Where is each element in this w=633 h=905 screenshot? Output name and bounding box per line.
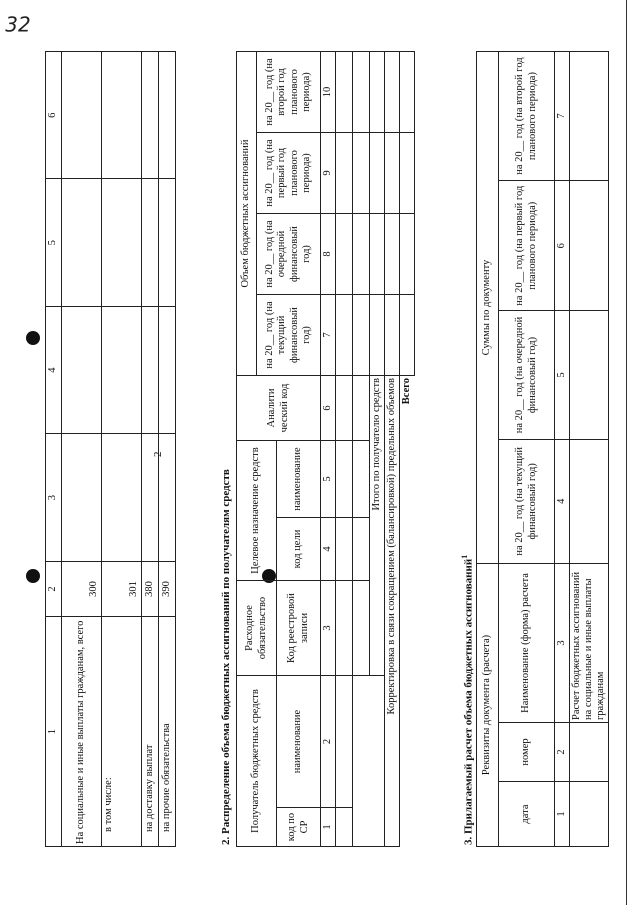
table-expense-codes	[45, 51, 176, 847]
header-cell: 4	[46, 306, 62, 433]
table-calculation	[476, 51, 609, 847]
header-cell: 5	[46, 179, 62, 306]
table-allocation	[236, 51, 415, 847]
header-analytic-code: Аналити ческий код	[237, 376, 321, 441]
header-period: на 20__ год (на текущий финансовый год)	[257, 295, 321, 376]
page-number: 2	[152, 451, 164, 457]
section-2-title: 2. Распределение объема бюджетных ассигнований по получателям средств	[220, 469, 232, 845]
header-purpose-code: код цели	[277, 518, 321, 581]
section-3-title: 3. Прилагаемый расчет объема бюджетных ассигнований$^1$	[460, 554, 475, 845]
punch-hole-left	[26, 569, 40, 583]
row-code: 301	[102, 561, 142, 616]
header-requisites: Реквизиты документа (расчета)	[477, 564, 499, 847]
column-number: 5	[555, 311, 570, 439]
total-recipient: Итого по получателю средств	[370, 376, 385, 676]
correction-label: Корректировка в связи сокращением (балансировкой) предельных объемов	[385, 376, 400, 847]
header-cell: 2	[46, 561, 62, 616]
row-code: 380	[142, 561, 159, 616]
row-code: 300	[62, 561, 102, 616]
column-number: 1	[555, 782, 570, 847]
punch-hole-right	[26, 331, 40, 345]
header-cell: 6	[46, 52, 62, 180]
header-date: дата	[499, 782, 555, 847]
header-period: на 20__ год (на второй год планового периода)	[499, 52, 555, 181]
header-code-sr: код по СР	[277, 808, 321, 847]
row-name: На социальные и иные выплаты гражданам, всего	[62, 617, 102, 847]
header-cell: 3	[46, 434, 62, 561]
total-label: Всего	[400, 376, 415, 847]
header-name: наименование	[277, 676, 321, 808]
header-doc-name: Наименование (форма) расчета	[499, 564, 555, 723]
row-code: 390	[159, 561, 176, 616]
header-period: на 20__ год (на текущий финансовый год)	[499, 439, 555, 563]
row-name: на доставку выплат	[142, 617, 159, 847]
header-registry-code: Код реестровой записи	[277, 581, 321, 676]
header-recipient: Получатель бюджетных средств	[237, 676, 277, 847]
column-number: 1	[321, 808, 336, 847]
header-volume: Объем бюджетных ассигнований	[237, 52, 257, 376]
column-number: 10	[321, 52, 336, 133]
column-number: 9	[321, 133, 336, 214]
column-number: 3	[321, 581, 336, 676]
column-number: 6	[321, 376, 336, 441]
row-name: на прочие обязательства	[159, 617, 176, 847]
header-purpose: Целевое назначение средств	[237, 441, 277, 581]
header-period: на 20__ год (на очередной финансовый год)	[499, 311, 555, 439]
header-cell: 1	[46, 617, 62, 847]
column-number: 2	[555, 723, 570, 782]
page-edge	[626, 0, 627, 905]
header-purpose-name: наименование	[277, 441, 321, 518]
column-number: 6	[555, 181, 570, 311]
column-number: 7	[321, 295, 336, 376]
header-period: на 20__ год (на первый год планового периода)	[499, 181, 555, 311]
row-name: в том числе:	[102, 617, 142, 847]
column-number: 5	[321, 441, 336, 518]
column-number: 3	[555, 564, 570, 723]
header-period: на 20__ год (на первый год планового периода)	[257, 133, 321, 214]
column-number: 4	[555, 439, 570, 563]
column-number: 8	[321, 214, 336, 295]
header-number: номер	[499, 723, 555, 782]
header-period: на 20__ год (на очередной финансовый год)	[257, 214, 321, 295]
column-number: 4	[321, 518, 336, 581]
column-number: 7	[555, 52, 570, 181]
handwritten-page-number: 32	[5, 12, 31, 37]
column-number: 2	[321, 676, 336, 808]
row-calculation: Расчет бюджетных ассигнований на социальные и иные выплаты гражданам	[570, 564, 609, 723]
header-period: на 20__ год (на второй год планового периода)	[257, 52, 321, 133]
header-sums: Суммы по документу	[477, 52, 499, 564]
header-expense-obligation: Расходное обязательство	[237, 581, 277, 676]
